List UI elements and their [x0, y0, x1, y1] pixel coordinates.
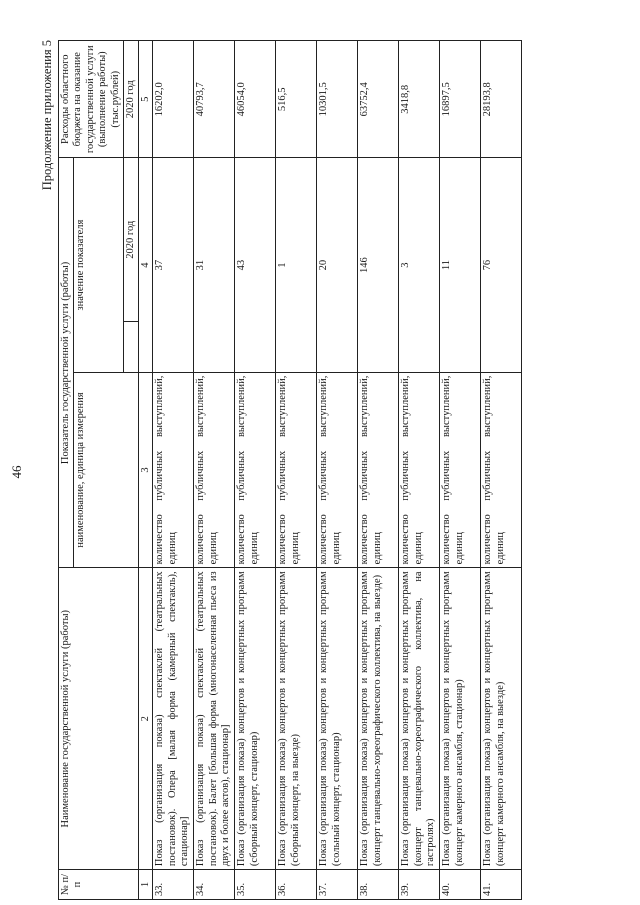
indicator-value: 11: [440, 158, 481, 372]
header-expense: Расходы областного бюджета на оказание государственной услуги (выполнение работы) (тыс.рублей): [59, 41, 124, 158]
rotated-page: [40, 40, 620, 900]
indicator-value: 146: [358, 158, 399, 372]
row-number: 34.: [194, 870, 235, 900]
appendix-caption: Продолжение приложения 5: [40, 40, 54, 191]
indicator-unit: количество публичных выступлений, единиц: [358, 372, 399, 568]
service-name: Показ (организация показа) концертов и концертных программ (концерт танцевально-хореографического коллектива, на выезде): [358, 568, 399, 870]
column-number-3: 3: [139, 372, 153, 568]
indicator-unit: количество публичных выступлений, единиц: [235, 372, 276, 568]
row-number: 39.: [399, 870, 440, 900]
table-row: [440, 41, 481, 900]
column-number-5: 5: [139, 41, 153, 158]
table-row: [235, 41, 276, 900]
expense-value: 63752,4: [358, 41, 399, 158]
row-number: 41.: [481, 870, 522, 900]
service-name: Показ (организация показа) концертов и концертных программ (концерт камерного ансамбля, стационар): [440, 568, 481, 870]
header-service: Наименование государственной услуги (работы): [59, 568, 139, 870]
expense-value: 40793,7: [194, 41, 235, 158]
header-year: 2020 год: [123, 158, 138, 322]
service-name: Показ (организация показа) концертов и концертных программ (концерт танцевально-хореографического коллектива, на гастролях): [399, 568, 440, 870]
column-number-2: 2: [139, 568, 153, 870]
service-name: Показ (организация показа) концертов и концертных программ (сборный концерт, стационар): [235, 568, 276, 870]
row-number: 37.: [317, 870, 358, 900]
header-value: значение показателя: [74, 158, 124, 372]
row-number: 40.: [440, 870, 481, 900]
indicator-value: 37: [153, 158, 194, 372]
services-table: [58, 40, 522, 900]
expense-value: 46054,0: [235, 41, 276, 158]
header-no: № п/п: [59, 870, 139, 900]
expense-value: 16202,0: [153, 41, 194, 158]
indicator-unit: количество публичных выступлений, единиц: [440, 372, 481, 568]
header-expense-year: 2020 год: [123, 41, 138, 158]
indicator-value: 31: [194, 158, 235, 372]
indicator-unit: количество публичных выступлений, единиц: [317, 372, 358, 568]
expense-value: 28193,8: [481, 41, 522, 158]
row-number: 38.: [358, 870, 399, 900]
table-row: [481, 41, 522, 900]
expense-value: 10301,5: [317, 41, 358, 158]
table-row: [358, 41, 399, 900]
expense-value: 16897,5: [440, 41, 481, 158]
column-number-1: 1: [139, 870, 153, 900]
table-row: [276, 41, 317, 900]
row-number: 33.: [153, 870, 194, 900]
column-number-4: 4: [139, 158, 153, 372]
indicator-value: 76: [481, 158, 522, 372]
indicator-unit: количество публичных выступлений, единиц: [481, 372, 522, 568]
table-row: [153, 41, 194, 900]
service-name: Показ (организация показа) спектаклей (театральных постановок). Опера [малая форма (камерный спектакль), стационар]: [153, 568, 194, 870]
table-row: [194, 41, 235, 900]
row-number: 36.: [276, 870, 317, 900]
indicator-value: 20: [317, 158, 358, 372]
header-value-spacer: [123, 321, 138, 372]
table-row: [399, 41, 440, 900]
header-indicator: Показатель государственной услуги (работы): [59, 158, 74, 568]
indicator-value: 1: [276, 158, 317, 372]
indicator-value: 43: [235, 158, 276, 372]
header-unit: наименование, единица измерения: [74, 372, 139, 568]
indicator-unit: количество публичных выступлений, единиц: [153, 372, 194, 568]
indicator-unit: количество публичных выступлений, единиц: [276, 372, 317, 568]
row-number: 35.: [235, 870, 276, 900]
table-row: [317, 41, 358, 900]
indicator-value: 3: [399, 158, 440, 372]
expense-value: 3418,8: [399, 41, 440, 158]
indicator-unit: количество публичных выступлений, единиц: [399, 372, 440, 568]
page-number: 46: [9, 465, 24, 479]
service-name: Показ (организация показа) концертов и концертных программ (сборный концерт, на выезде): [276, 568, 317, 870]
service-name: Показ (организация показа) концертов и концертных программ (концерт камерного ансамбля, на выезде): [481, 568, 522, 870]
service-name: Показ (организация показа) спектаклей (театральных постановок). Балет [большая форма (многонаселенная пьеса из двух и более актов), стационар]: [194, 568, 235, 870]
indicator-unit: количество публичных выступлений, единиц: [194, 372, 235, 568]
expense-value: 516,5: [276, 41, 317, 158]
service-name: Показ (организация показа) концертов и концертных программ (сольный концерт, стационар): [317, 568, 358, 870]
